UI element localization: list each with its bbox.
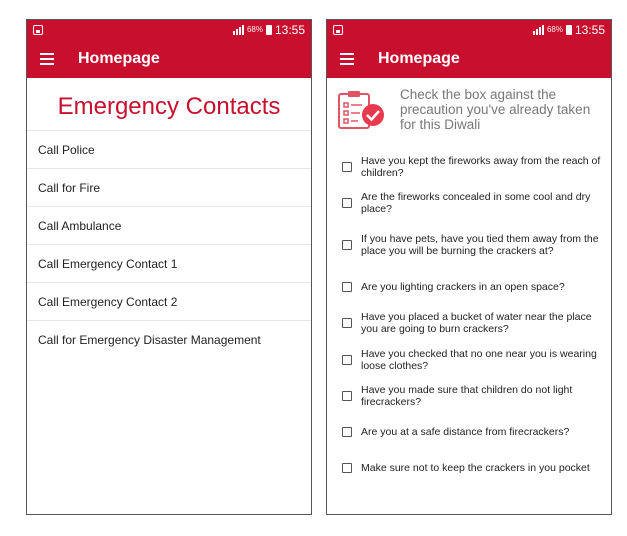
status-time: 13:55 xyxy=(274,22,305,37)
image-notification-icon xyxy=(33,25,43,35)
hamburger-icon[interactable] xyxy=(340,53,354,65)
checkbox[interactable] xyxy=(342,162,352,172)
checkbox[interactable] xyxy=(342,198,352,208)
checklist-item[interactable] xyxy=(342,378,603,414)
checklist-item[interactable] xyxy=(342,270,603,304)
checkbox[interactable] xyxy=(342,282,352,292)
checklist-item[interactable] xyxy=(342,414,603,450)
checklist-item-label: Are the fireworks concealed in some cool and dry place? xyxy=(361,190,591,215)
call-disaster-management-item[interactable]: Call for Emergency Disaster Management xyxy=(38,332,261,347)
call-emergency-contact-1-item[interactable]: Call Emergency Contact 1 xyxy=(27,245,311,283)
emergency-contacts-screen xyxy=(26,19,312,515)
checklist-item-label: Are you at a safe distance from firecrackers? xyxy=(361,426,570,438)
call-emergency-contact-2-item[interactable]: Call Emergency Contact 2 xyxy=(27,283,311,321)
clipboard-check-icon xyxy=(336,88,386,132)
battery-icon xyxy=(266,25,272,35)
call-fire-item[interactable]: Call for Fire xyxy=(27,169,311,207)
hamburger-icon[interactable] xyxy=(40,53,54,65)
app-bar-title: Homepage xyxy=(378,49,460,67)
app-bar xyxy=(27,39,311,78)
checkbox[interactable] xyxy=(342,463,352,473)
status-time: 13:55 xyxy=(574,22,605,37)
checklist-item-label: Have you kept the fireworks away from the reach of children? xyxy=(361,155,601,179)
page-title: Emergency Contacts xyxy=(57,93,281,120)
checklist-item-label: Have you made sure that children do not light firecrackers? xyxy=(361,384,573,408)
checklist-item[interactable] xyxy=(342,149,603,185)
checkbox[interactable] xyxy=(342,427,352,437)
call-ambulance-item[interactable]: Call Ambulance xyxy=(27,207,311,245)
battery-percent: 68% xyxy=(546,25,563,34)
checkbox[interactable] xyxy=(342,391,352,401)
checklist-item-label: Have you checked that no one near you is wearing loose clothes? xyxy=(361,348,597,372)
precaution-checklist xyxy=(327,149,611,486)
checklist-header xyxy=(327,78,611,136)
checkbox[interactable] xyxy=(342,240,352,250)
status-bar xyxy=(27,20,311,39)
battery-percent: 68% xyxy=(246,25,263,34)
checklist-item-label: Have you placed a bucket of water near the place you are going to burn crackers? xyxy=(361,311,592,335)
contact-list xyxy=(27,130,311,358)
checklist-item[interactable] xyxy=(342,185,603,220)
checklist-item-label: Are you lighting crackers in an open space? xyxy=(361,281,565,293)
call-police-item[interactable]: Call Police xyxy=(27,131,311,169)
checklist-item[interactable] xyxy=(342,220,603,270)
checkbox[interactable] xyxy=(342,318,352,328)
app-bar-title: Homepage xyxy=(78,49,160,67)
checklist-item[interactable] xyxy=(342,304,603,342)
checklist-item[interactable] xyxy=(342,342,603,378)
image-notification-icon xyxy=(333,25,343,35)
checkbox[interactable] xyxy=(342,355,352,365)
checklist-instruction: Check the box against the precaution you've already taken for this Diwali xyxy=(400,87,591,132)
signal-icon xyxy=(233,25,244,35)
status-bar xyxy=(327,20,611,39)
app-bar xyxy=(327,39,611,78)
checklist-item-label: Make sure not to keep the crackers in you pocket xyxy=(361,462,590,474)
signal-icon xyxy=(533,25,544,35)
checklist-item[interactable] xyxy=(342,450,603,486)
diwali-checklist-screen xyxy=(326,19,612,515)
checklist-item-label: If you have pets, have you tied them away from the place you will be burning the crackers at? xyxy=(361,233,599,257)
battery-icon xyxy=(566,25,572,35)
